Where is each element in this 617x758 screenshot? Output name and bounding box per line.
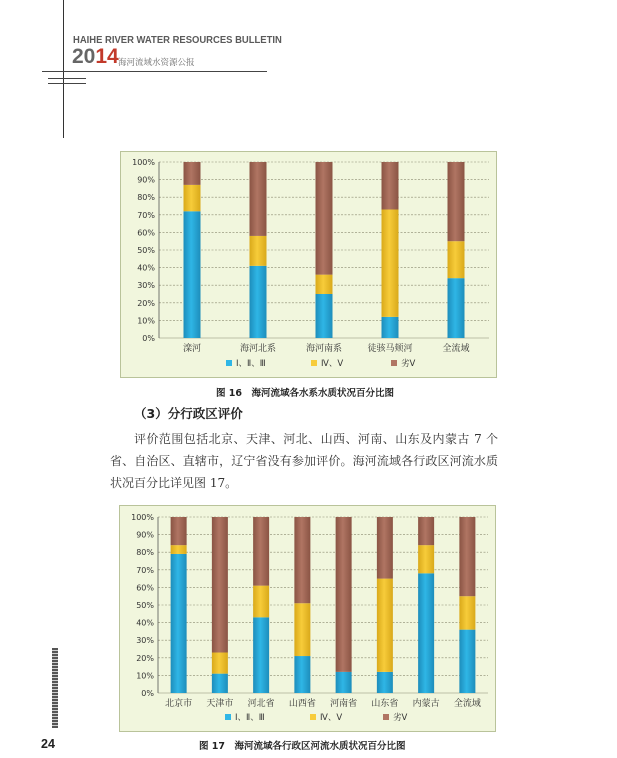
legend-label: Ⅳ、Ⅴ	[320, 713, 343, 723]
x-tick-label: 海河北系	[239, 344, 277, 354]
bar-segment	[448, 162, 465, 241]
y-tick-label: 50%	[136, 601, 154, 610]
x-tick-label: 山西省	[288, 699, 316, 709]
legend-swatch	[225, 714, 231, 720]
x-tick-label: 全流域	[442, 344, 470, 354]
page-number: 24	[41, 737, 55, 751]
bar-segment	[448, 278, 465, 338]
bulletin-title-cn: 海河流域水资源公报	[118, 58, 195, 68]
legend-label: 劣Ⅴ	[393, 713, 408, 723]
legend-swatch	[226, 360, 232, 366]
y-tick-label: 30%	[136, 636, 154, 646]
y-tick-label: 0%	[142, 334, 155, 343]
legend-swatch	[310, 714, 316, 720]
y-tick-label: 20%	[136, 653, 154, 663]
legend-label: 劣Ⅴ	[401, 359, 416, 369]
header-vertical-rule	[63, 0, 64, 138]
y-tick-label: 10%	[137, 316, 155, 326]
year-prefix: 20	[72, 45, 96, 68]
bar-segment	[171, 545, 187, 554]
y-tick-label: 40%	[136, 618, 154, 628]
y-tick-label: 80%	[137, 193, 155, 203]
x-tick-label: 海河南系	[305, 344, 343, 354]
y-tick-label: 90%	[137, 175, 155, 185]
bulletin-year	[72, 45, 119, 69]
y-tick-label: 50%	[137, 246, 155, 255]
bar-segment	[316, 162, 333, 275]
x-tick-label: 山东省	[371, 699, 399, 709]
x-tick-label: 全流域	[453, 699, 481, 709]
bar-segment	[294, 603, 310, 656]
legend-label: Ⅰ、Ⅱ、Ⅲ	[236, 359, 266, 369]
bar-segment	[459, 630, 475, 693]
bar-segment	[382, 162, 399, 210]
bar-segment	[294, 517, 310, 603]
bar-segment	[171, 517, 187, 545]
bar-segment	[316, 275, 333, 294]
figure-17-caption: 图 17 海河流域各行政区河流水质状况百分比图	[199, 741, 406, 752]
bar-segment	[418, 573, 434, 693]
bar-segment	[418, 545, 434, 573]
bar-segment	[171, 554, 187, 693]
section-heading: （3）分行政区评价	[134, 406, 243, 421]
figure-16-chart	[120, 151, 497, 378]
bar-segment	[316, 294, 333, 338]
bar-segment	[382, 210, 399, 317]
bar-segment	[377, 517, 393, 579]
bar-segment	[448, 241, 465, 278]
x-tick-label: 内蒙古	[412, 699, 440, 709]
y-tick-label: 60%	[136, 583, 154, 593]
y-tick-label: 20%	[137, 298, 155, 308]
figure-17-svg	[120, 506, 495, 731]
figure-16-caption: 图 16 海河流域各水系水质状况百分比图	[216, 388, 395, 399]
bar-segment	[418, 517, 434, 545]
figure-16-svg	[121, 152, 496, 377]
legend-label: Ⅰ、Ⅱ、Ⅲ	[235, 713, 265, 723]
y-tick-label: 0%	[141, 689, 154, 698]
x-tick-label: 徒骇马颊河	[367, 344, 413, 354]
bulletin-title-en: HAIHE RIVER WATER RESOURCES BULLETIN	[73, 34, 282, 46]
legend-label: Ⅳ、Ⅴ	[321, 359, 344, 369]
y-tick-label: 70%	[136, 565, 154, 575]
bar-segment	[336, 672, 352, 693]
x-tick-label: 河北省	[247, 699, 275, 709]
bar-segment	[253, 517, 269, 586]
header-horizontal-rule	[42, 71, 267, 72]
y-tick-label: 100%	[132, 158, 155, 167]
header-short-rule-2	[48, 83, 86, 84]
header-short-rule	[48, 78, 86, 79]
bar-segment	[459, 596, 475, 629]
bar-segment	[377, 672, 393, 693]
y-tick-label: 80%	[136, 548, 154, 558]
bar-segment	[253, 617, 269, 693]
y-tick-label: 60%	[137, 228, 155, 238]
figure-17-chart	[119, 505, 496, 732]
bar-segment	[212, 653, 228, 674]
y-tick-label: 90%	[136, 530, 154, 540]
bar-segment	[294, 656, 310, 693]
bar-segment	[250, 162, 267, 236]
legend-swatch	[383, 714, 389, 720]
x-tick-label: 北京市	[165, 699, 193, 709]
y-tick-label: 100%	[131, 513, 154, 522]
bar-segment	[184, 211, 201, 338]
bar-segment	[250, 266, 267, 338]
bar-segment	[336, 517, 352, 672]
bar-segment	[253, 586, 269, 618]
bar-segment	[250, 236, 267, 266]
bar-segment	[184, 162, 201, 185]
legend-swatch	[311, 360, 317, 366]
side-bulletin-text	[52, 648, 58, 728]
bar-segment	[212, 517, 228, 653]
y-tick-label: 10%	[136, 671, 154, 681]
y-tick-label: 30%	[137, 281, 155, 291]
x-tick-label: 河南省	[330, 699, 358, 709]
year-suffix: 14	[95, 45, 119, 68]
bar-segment	[184, 185, 201, 211]
section-paragraph: 评价范围包括北京、天津、河北、山西、河南、山东及内蒙古 7 个省、自治区、直辖市，辽宁省没有参加评价。海河流域各行政区河流水质状况百分比详见图 17。	[110, 432, 498, 490]
legend-swatch	[391, 360, 397, 366]
y-tick-label: 70%	[137, 210, 155, 220]
x-tick-label: 滦河	[182, 344, 202, 354]
bar-segment	[377, 579, 393, 672]
bar-segment	[459, 517, 475, 596]
bar-segment	[212, 674, 228, 693]
x-tick-label: 天津市	[206, 699, 234, 709]
y-tick-label: 40%	[137, 263, 155, 273]
bar-segment	[382, 317, 399, 338]
